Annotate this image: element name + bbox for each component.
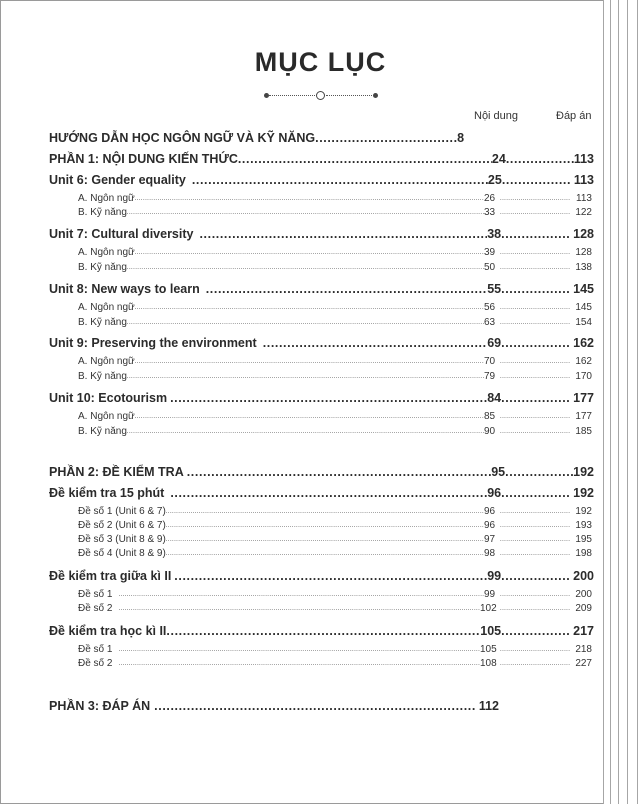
entry-answer-page: 128 bbox=[575, 247, 592, 258]
entry-label: Đề kiểm tra giữa kì II bbox=[49, 569, 172, 583]
entry-label: A. Ngôn ngữ bbox=[78, 411, 135, 422]
entry-page: 50 bbox=[484, 262, 496, 273]
entry-page: 99 bbox=[484, 589, 496, 600]
toc-entry-part2[interactable] bbox=[49, 461, 594, 479]
toc-entry-part3[interactable] bbox=[49, 695, 499, 713]
toc-subentry[interactable] bbox=[78, 315, 592, 328]
toc-entry-final-test[interactable] bbox=[49, 620, 594, 638]
page-edge bbox=[610, 0, 611, 804]
entry-page: 102 bbox=[480, 603, 497, 614]
entry-answer-page: 192 bbox=[573, 486, 594, 500]
entry-answer-page: 209 bbox=[575, 603, 592, 614]
entry-answer-page: 192 bbox=[573, 465, 594, 479]
entry-answer-page: 195 bbox=[575, 534, 592, 545]
entry-answer-page: 217 bbox=[573, 624, 594, 638]
entry-label: PHẦN 2: ĐỀ KIỂM TRA bbox=[49, 465, 184, 479]
entry-label: A. Ngôn ngữ bbox=[78, 302, 135, 313]
entry-label: Đề số 1 (Unit 6 & 7) bbox=[78, 506, 166, 517]
toc-subentry[interactable] bbox=[78, 191, 592, 204]
toc-subentry[interactable] bbox=[78, 504, 592, 517]
entry-page: 97 bbox=[484, 534, 496, 545]
entry-page: 98 bbox=[484, 548, 496, 559]
entry-answer-page: 177 bbox=[573, 391, 594, 405]
entry-page: 112 bbox=[478, 699, 499, 713]
entry-label: A. Ngôn ngữ bbox=[78, 247, 135, 258]
entry-label: A. Ngôn ngữ bbox=[78, 193, 135, 204]
entry-answer-page: 122 bbox=[575, 207, 592, 218]
entry-page: 96 bbox=[484, 506, 496, 517]
entry-label: HƯỚNG DẪN HỌC NGÔN NGỮ VÀ KỸ NĂNG bbox=[49, 131, 316, 145]
entry-label: Unit 8: New ways to learn bbox=[49, 282, 200, 296]
entry-answer-page: 154 bbox=[575, 317, 592, 328]
entry-page: 96 bbox=[487, 486, 502, 500]
toc-subentry[interactable] bbox=[78, 532, 592, 545]
page-edge bbox=[603, 0, 604, 804]
entry-label: Đề số 4 (Unit 8 & 9) bbox=[78, 548, 166, 559]
entry-label: A. Ngôn ngữ bbox=[78, 356, 135, 367]
entry-answer-page: 162 bbox=[575, 356, 592, 367]
toc-subentry[interactable] bbox=[78, 300, 592, 313]
entry-answer-page: 177 bbox=[575, 411, 592, 422]
toc-subentry[interactable] bbox=[78, 587, 592, 600]
entry-page: 108 bbox=[480, 658, 497, 669]
entry-label: B. Kỹ năng bbox=[78, 317, 127, 328]
entry-label: Unit 9: Preserving the environment bbox=[49, 336, 257, 350]
entry-answer-page: 162 bbox=[573, 336, 594, 350]
toc-subentry[interactable] bbox=[78, 424, 592, 437]
toc-subentry[interactable] bbox=[78, 354, 592, 367]
toc-subentry[interactable] bbox=[78, 205, 592, 218]
entry-page: 95 bbox=[491, 465, 506, 479]
entry-answer-page: 185 bbox=[575, 426, 592, 437]
entry-label: B. Kỹ năng bbox=[78, 426, 127, 437]
page-edge bbox=[627, 0, 628, 804]
entry-page: 25 bbox=[487, 173, 502, 187]
entry-label: Đề số 2 bbox=[78, 603, 113, 614]
entry-page: 26 bbox=[484, 193, 496, 204]
toc-entry-midterm-test[interactable] bbox=[49, 565, 594, 583]
entry-label: Unit 6: Gender equality bbox=[49, 173, 186, 187]
toc-entry-unit6[interactable] bbox=[49, 169, 594, 187]
toc-subentry[interactable] bbox=[78, 245, 592, 258]
entry-answer-page: 113 bbox=[573, 152, 594, 166]
entry-page: 99 bbox=[487, 569, 502, 583]
entry-page: 69 bbox=[487, 336, 502, 350]
entry-answer-page: 218 bbox=[575, 644, 592, 655]
entry-label: Đề số 3 (Unit 8 & 9) bbox=[78, 534, 166, 545]
toc-entry-unit8[interactable] bbox=[49, 278, 594, 296]
entry-label: B. Kỹ năng bbox=[78, 262, 127, 273]
entry-answer-page: 200 bbox=[575, 589, 592, 600]
entry-page: 105 bbox=[480, 624, 502, 638]
entry-answer-page: 145 bbox=[575, 302, 592, 313]
entry-page: 79 bbox=[484, 371, 496, 382]
toc-subentry[interactable] bbox=[78, 409, 592, 422]
entry-page: 24 bbox=[491, 152, 506, 166]
toc-entry-guide[interactable] bbox=[49, 127, 594, 145]
entry-label: Đề số 2 bbox=[78, 658, 113, 669]
entry-page: 105 bbox=[480, 644, 497, 655]
toc-subentry[interactable] bbox=[78, 642, 592, 655]
entry-label: Đề kiểm tra 15 phút bbox=[49, 486, 165, 500]
entry-answer-page: 193 bbox=[575, 520, 592, 531]
toc-subentry[interactable] bbox=[78, 260, 592, 273]
entry-page: 56 bbox=[484, 302, 496, 313]
entry-page: 33 bbox=[484, 207, 496, 218]
toc-subentry[interactable] bbox=[78, 369, 592, 382]
entry-label: Đề số 2 (Unit 6 & 7) bbox=[78, 520, 166, 531]
entry-answer-page: 138 bbox=[575, 262, 592, 273]
entry-label: PHẦN 1: NỘI DUNG KIẾN THỨC bbox=[49, 152, 238, 166]
entry-page: 90 bbox=[484, 426, 496, 437]
entry-answer-page: 145 bbox=[573, 282, 594, 296]
entry-page: 55 bbox=[487, 282, 502, 296]
entry-label: Đề kiểm tra học kì II bbox=[49, 624, 167, 638]
toc-entry-unit9[interactable] bbox=[49, 332, 594, 350]
entry-label: Unit 7: Cultural diversity bbox=[49, 227, 194, 241]
entry-label: PHẦN 3: ĐÁP ÁN bbox=[49, 699, 151, 713]
entry-answer-page: 113 bbox=[576, 193, 592, 204]
entry-answer-page: 113 bbox=[573, 173, 594, 187]
toc-subentry[interactable] bbox=[78, 656, 592, 669]
entry-answer-page: 227 bbox=[575, 658, 592, 669]
entry-answer-page: 200 bbox=[573, 569, 594, 583]
entry-page: 39 bbox=[484, 247, 496, 258]
entry-page: 84 bbox=[487, 391, 502, 405]
toc-entry-part1[interactable] bbox=[49, 148, 594, 166]
entry-label: Đề số 1 bbox=[78, 644, 113, 655]
entry-page: 8 bbox=[457, 131, 465, 145]
column-header-content: Nội dung bbox=[474, 110, 519, 122]
title-ornament-divider bbox=[264, 89, 378, 103]
entry-page: 63 bbox=[484, 317, 496, 328]
toc-subentry[interactable] bbox=[78, 546, 592, 559]
toc-entry-15min-test[interactable] bbox=[49, 482, 594, 500]
page-edge bbox=[637, 0, 638, 804]
entry-page: 38 bbox=[487, 227, 502, 241]
page-edge bbox=[618, 0, 619, 804]
entry-label: Unit 10: Ecotourism bbox=[49, 391, 168, 405]
toc-subentry[interactable] bbox=[78, 601, 592, 614]
entry-label: B. Kỹ năng bbox=[78, 371, 127, 382]
toc-subentry[interactable] bbox=[78, 518, 592, 531]
entry-label: B. Kỹ năng bbox=[78, 207, 127, 218]
entry-page: 85 bbox=[484, 411, 496, 422]
entry-answer-page: 128 bbox=[573, 227, 594, 241]
column-header-answers: Đáp án bbox=[556, 110, 592, 122]
entry-answer-page: 170 bbox=[575, 371, 592, 382]
entry-answer-page: 192 bbox=[575, 506, 592, 517]
entry-page: 70 bbox=[484, 356, 496, 367]
entry-answer-page: 198 bbox=[575, 548, 592, 559]
entry-page: 96 bbox=[484, 520, 496, 531]
toc-entry-unit10[interactable] bbox=[49, 387, 594, 405]
page-title: MỤC LỤC bbox=[254, 47, 387, 77]
entry-label: Đề số 1 bbox=[78, 589, 113, 600]
toc-entry-unit7[interactable] bbox=[49, 223, 594, 241]
